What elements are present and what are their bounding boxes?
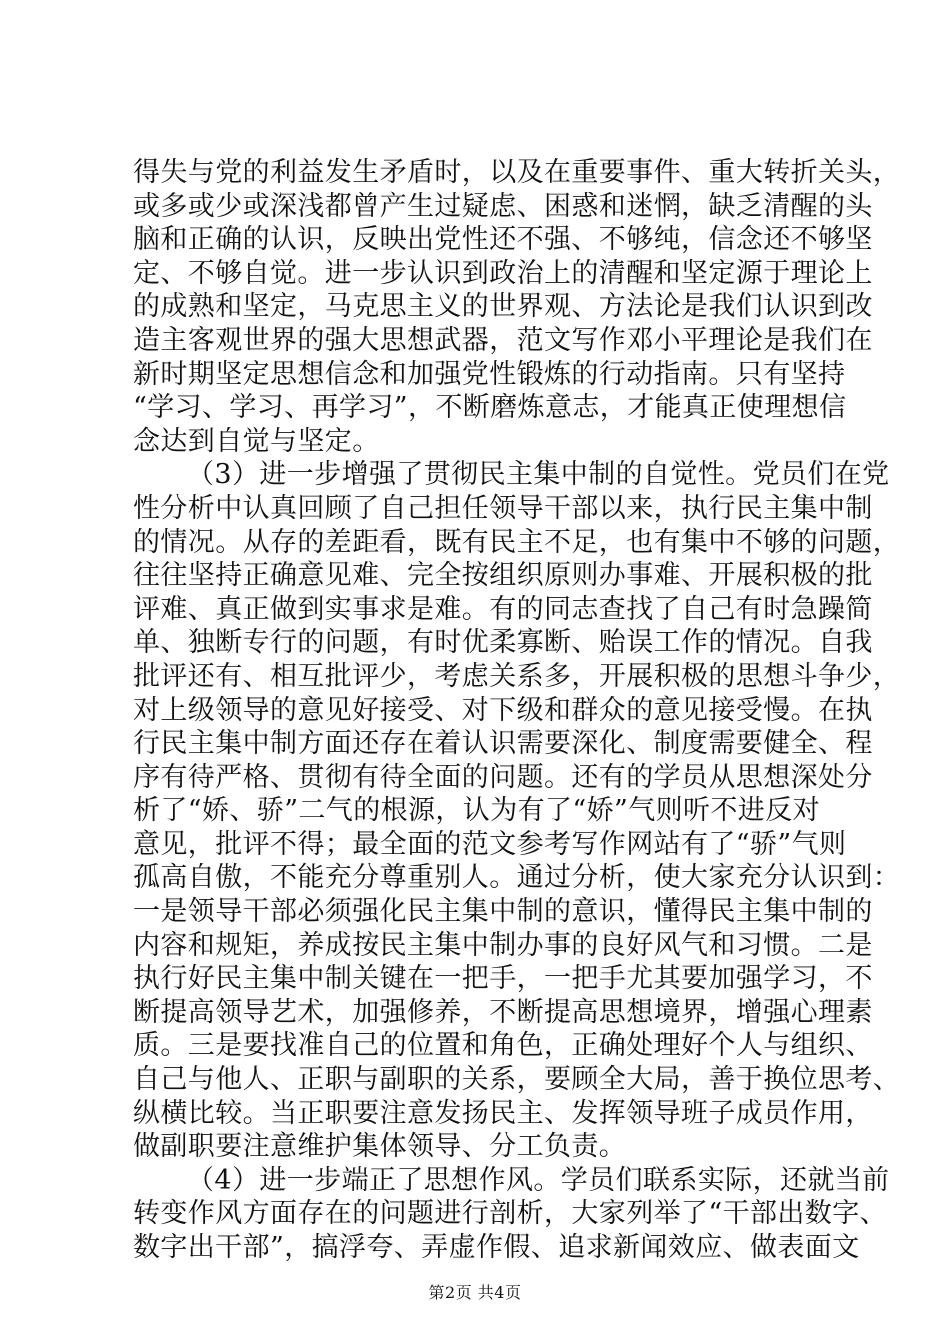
text-line: 的成熟和坚定，马克思主义的世界观、方法论是我们认识到改	[133, 291, 873, 323]
text-line: 执行好民主集中制关键在一把手，一把手尤其要加强学习，不	[133, 963, 873, 995]
text-line: 自己与他人、正职与副职的关系，要顾全大局，善于换位思考、	[133, 1064, 901, 1096]
text-line: 的情况。从存的差距看，既有民主不足，也有集中不够的问题，	[133, 526, 901, 558]
text-line: 脑和正确的认识，反映出党性还不强、不够纯，信念还不够坚	[133, 224, 873, 256]
text-line: 序有待严格、贯彻有待全面的问题。还有的学员从思想深处分	[133, 761, 873, 793]
text-line: 评难、真正做到实事求是难。有的同志查找了自己有时急躁简	[133, 593, 873, 625]
text-line: “学习、学习、再学习”，不断磨炼意志，才能真正使理想信	[133, 392, 847, 424]
text-line: 意见，批评不得；最全面的范文参考写作网站有了“骄”气则	[133, 828, 847, 860]
text-line: 质。三是要找准自己的位置和角色，正确处理好个人与组织、	[133, 1030, 873, 1062]
text-line: 性分析中认真回顾了自己担任领导干部以来，执行民主集中制	[133, 492, 873, 524]
text-line: 内容和规矩，养成按民主集中制办事的良好风气和习惯。二是	[133, 929, 873, 961]
text-line: 孤高自傲，不能充分尊重别人。通过分析，使大家充分认识到：	[133, 862, 901, 894]
text-line: 新时期坚定思想信念和加强党性锻炼的行动指南。只有坚持	[133, 358, 846, 390]
text-line: 念达到自觉与坚定。	[133, 425, 380, 457]
text-line: 析了“娇、骄”二气的根源，认为有了“娇”气则听不进反对	[133, 795, 821, 827]
text-line: 单、独断专行的问题，有时优柔寡断、贻误工作的情况。自我	[133, 627, 873, 659]
body-text	[133, 156, 901, 1265]
text-line: 数字出干部”，搞浮夸、弄虚作假、追求新闻效应、做表面文	[133, 1232, 860, 1263]
text-line: 做副职要注意维护集体领导、分工负责。	[133, 1131, 627, 1163]
text-line: 转变作风方面存在的问题进行剖析，大家列举了“干部出数字、	[133, 1198, 888, 1230]
text-line: 得失与党的利益发生矛盾时，以及在重要事件、重大转折关头，	[133, 157, 901, 188]
text-line: 定、不够自觉。进一步认识到政治上的清醒和坚定源于理论上	[133, 257, 873, 289]
text-line: 对上级领导的意见好接受、对下级和群众的意见接受慢。在执	[133, 694, 873, 726]
text-line: 或多或少或深浅都曾产生过疑虑、困惑和迷惘，缺乏清醒的头	[133, 190, 873, 222]
page-footer: 第2页 共4页	[428, 1283, 522, 1302]
text-line: （4）进一步端正了思想作风。学员们联系实际，还就当前	[187, 1164, 890, 1196]
text-line: 行民主集中制方面还存在着认识需要深化、制度需要健全、程	[133, 728, 873, 760]
text-line: 批评还有、相互批评少，考虑关系多，开展积极的思想斗争少，	[133, 660, 901, 692]
text-line: 断提高领导艺术，加强修养，不断提高思想境界，增强心理素	[133, 996, 873, 1028]
text-line: （3）进一步增强了贯彻民主集中制的自觉性。党员们在党	[187, 459, 890, 491]
text-line: 往往坚持正确意见难、完全按组织原则办事难、开展积极的批	[133, 560, 873, 592]
text-line: 纵横比较。当正职要注意发扬民主、发挥领导班子成员作用，	[133, 1097, 873, 1129]
text-line: 一是领导干部必须强化民主集中制的意识，懂得民主集中制的	[133, 896, 873, 928]
text-line: 造主客观世界的强大思想武器，范文写作邓小平理论是我们在	[133, 324, 873, 356]
